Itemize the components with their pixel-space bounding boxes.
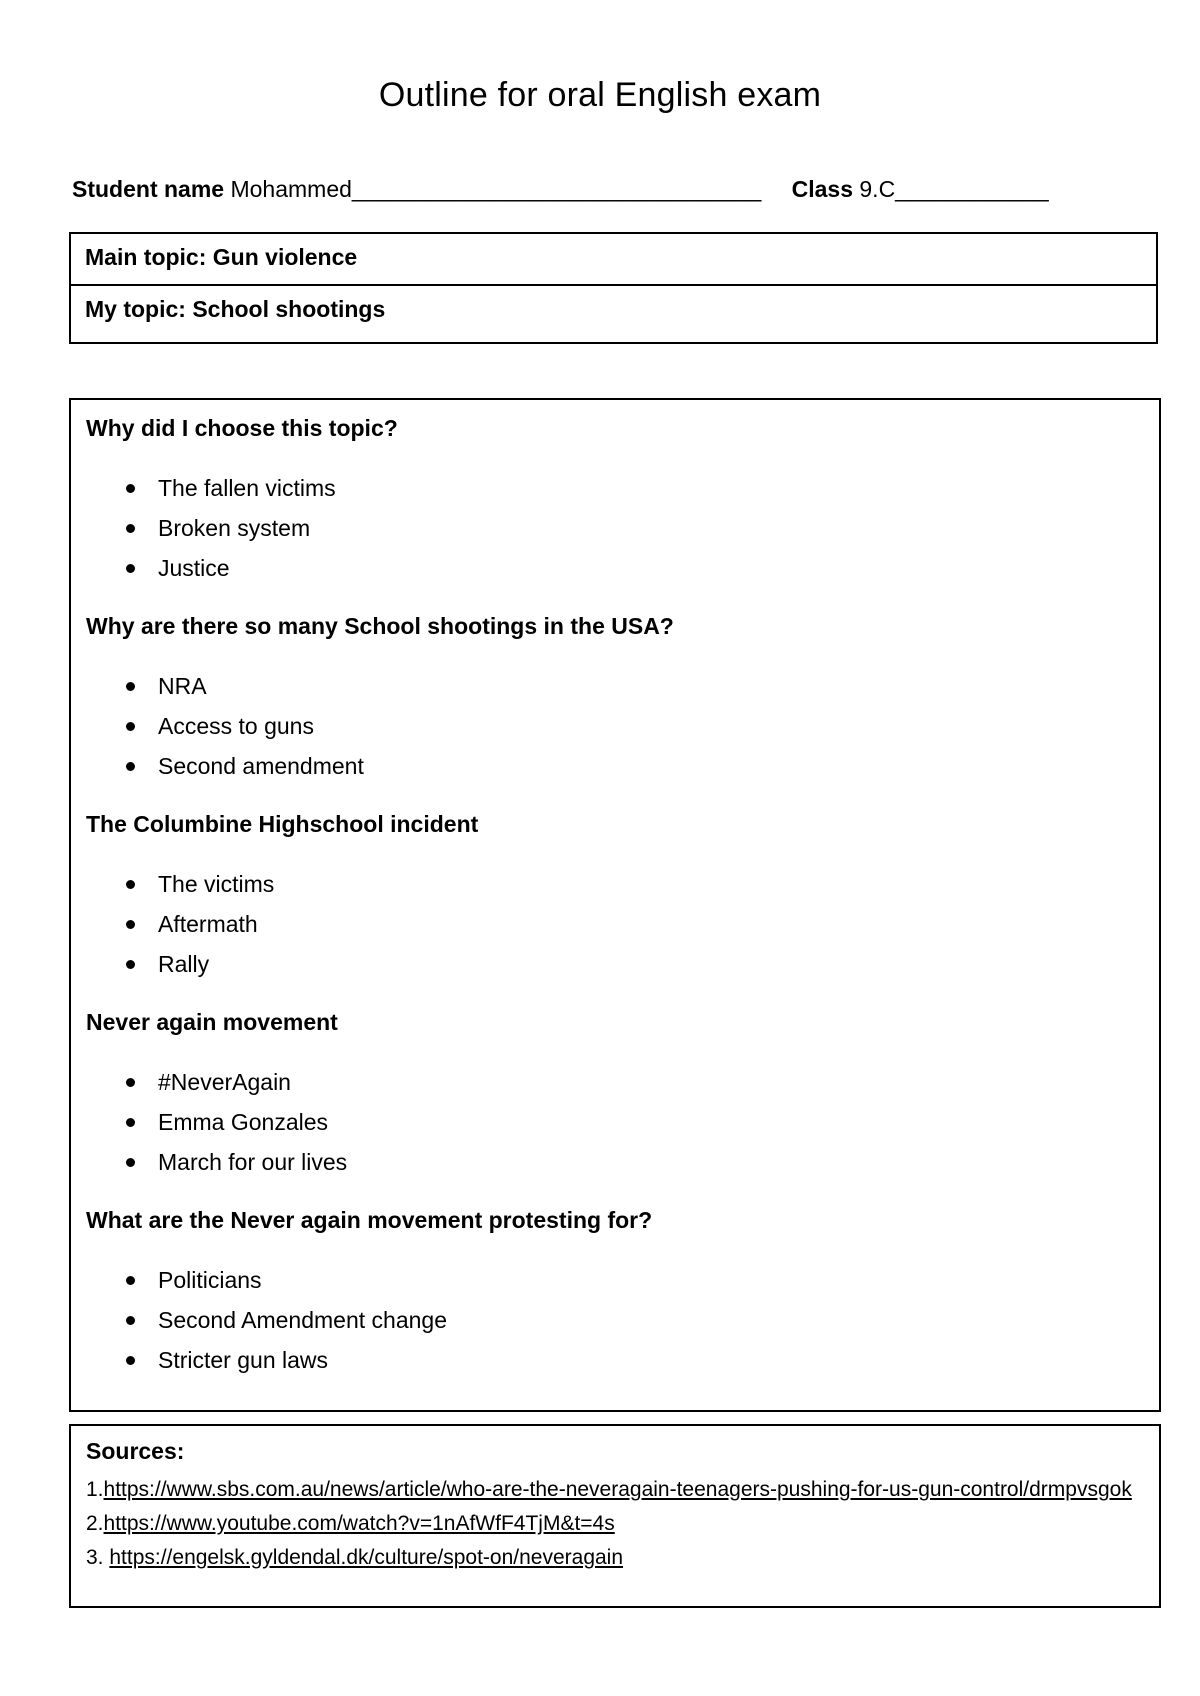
bullet-list <box>86 468 1145 588</box>
section-heading: Why are there so many School shootings in the USA? <box>86 613 674 639</box>
outline-box <box>69 398 1161 1412</box>
section-heading: Why did I choose this topic? <box>86 415 398 441</box>
bullet-icon <box>126 1276 135 1285</box>
bullet-text: Emma Gonzales <box>158 1109 329 1135</box>
source-link[interactable]: https://engelsk.gyldendal.dk/culture/spot-on/neveragain <box>109 1546 624 1569</box>
outline-section <box>86 610 1145 786</box>
source-link[interactable]: https://www.sbs.com.au/news/article/who-are-the-neveragain-teenagers-pushing-for-us-gun-control/drmpvsgok <box>103 1478 1132 1501</box>
bullet-item <box>86 508 1145 548</box>
bullet-item <box>86 1300 1145 1340</box>
outline-section <box>86 1006 1145 1182</box>
page-title: Outline for oral English exam <box>378 76 822 114</box>
bullet-text: Access to guns <box>158 713 314 739</box>
main-topic-row: Main topic: Gun violence <box>85 244 358 270</box>
bullet-list <box>86 1260 1145 1380</box>
section-heading: The Columbine Highschool incident <box>86 811 479 837</box>
bullet-list <box>86 1062 1145 1182</box>
bullet-icon <box>126 960 135 969</box>
outline-section <box>86 412 1145 588</box>
bullet-text: March for our lives <box>158 1149 348 1175</box>
bullet-icon <box>126 722 135 731</box>
outline-section <box>86 1204 1145 1380</box>
source-item <box>86 1473 1145 1507</box>
bullet-icon <box>126 1078 135 1087</box>
bullet-icon <box>126 762 135 771</box>
bullet-item <box>86 1340 1145 1380</box>
bullet-text: Aftermath <box>158 911 258 937</box>
section-heading: What are the Never again movement protesting for? <box>86 1207 653 1233</box>
bullet-item <box>86 1260 1145 1300</box>
source-link[interactable]: https://www.youtube.com/watch?v=1nAfWfF4TjM&t=4s <box>103 1512 615 1535</box>
bullet-item <box>86 468 1145 508</box>
bullet-item <box>86 904 1145 944</box>
bullet-icon <box>126 564 135 573</box>
student-name-value: Mohammed________________________________ <box>224 176 762 202</box>
bullet-text: Justice <box>158 555 230 581</box>
bullet-text: #NeverAgain <box>158 1069 291 1095</box>
bullet-icon <box>126 484 135 493</box>
bullet-list <box>86 666 1145 786</box>
bullet-icon <box>126 1118 135 1127</box>
student-info-line <box>72 176 1132 203</box>
bullet-icon <box>126 880 135 889</box>
source-number: 1. <box>86 1478 104 1501</box>
bullet-item <box>86 666 1145 706</box>
bullet-item <box>86 1062 1145 1102</box>
bullet-text: Stricter gun laws <box>158 1347 329 1373</box>
bullet-text: Second amendment <box>158 753 364 779</box>
student-name-label: Student name <box>72 176 225 202</box>
bullet-text: Rally <box>158 951 210 977</box>
bullet-item <box>86 864 1145 904</box>
bullet-item <box>86 746 1145 786</box>
source-item <box>86 1507 1145 1541</box>
bullet-text: The victims <box>158 871 275 897</box>
bullet-item <box>86 1142 1145 1182</box>
source-number: 2. <box>86 1512 104 1535</box>
outline-section <box>86 808 1145 984</box>
bullet-icon <box>126 1158 135 1167</box>
sources-title: Sources: <box>86 1438 185 1464</box>
source-item <box>86 1541 1145 1575</box>
bullet-text: Broken system <box>158 515 311 541</box>
class-field <box>792 176 1049 202</box>
bullet-icon <box>126 1316 135 1325</box>
topic-table <box>69 232 1158 344</box>
bullet-text: The fallen victims <box>158 475 336 501</box>
bullet-list <box>86 864 1145 984</box>
bullet-text: NRA <box>158 673 207 699</box>
bullet-icon <box>126 682 135 691</box>
bullet-item <box>86 944 1145 984</box>
bullet-text: Second Amendment change <box>158 1307 447 1333</box>
my-topic-row: My topic: School shootings <box>71 284 1156 342</box>
bullet-text: Politicians <box>158 1267 262 1293</box>
class-value: 9.C____________ <box>853 176 1049 202</box>
sources-box <box>69 1424 1161 1608</box>
bullet-icon <box>126 920 135 929</box>
bullet-item <box>86 1102 1145 1142</box>
bullet-item <box>86 548 1145 588</box>
bullet-icon <box>126 524 135 533</box>
source-number: 3. <box>86 1546 110 1569</box>
class-label: Class <box>791 176 853 202</box>
bullet-item <box>86 706 1145 746</box>
bullet-icon <box>126 1356 135 1365</box>
section-heading: Never again movement <box>86 1009 338 1035</box>
